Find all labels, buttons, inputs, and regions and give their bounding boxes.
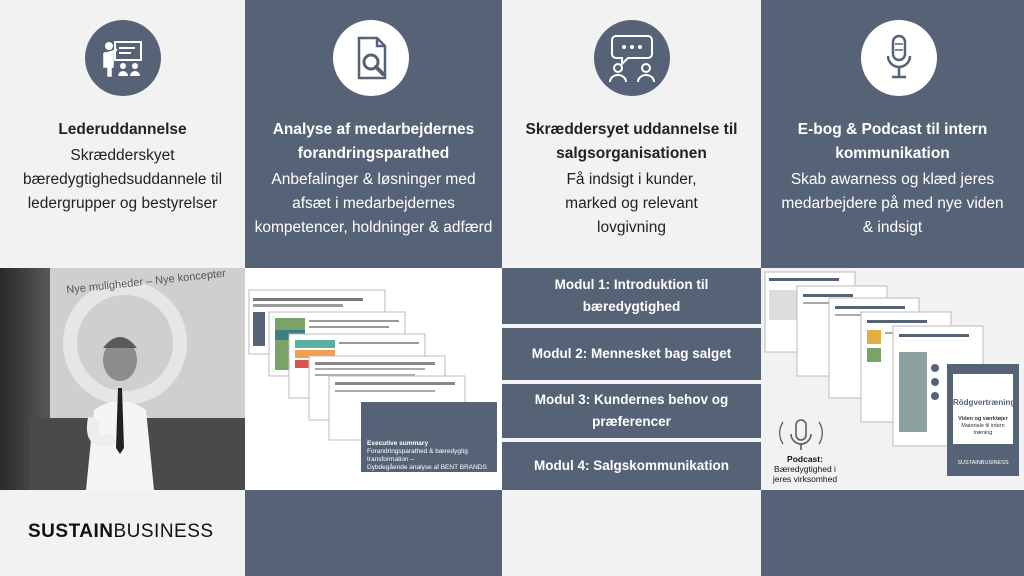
- module-2: Modul 2: Mennesket bag salget: [502, 328, 761, 380]
- module-4: Modul 4: Salgskommunikation: [502, 442, 761, 490]
- document-search-icon: [333, 20, 409, 96]
- presentation-icon: [85, 20, 161, 96]
- ebook-pages-image: [761, 268, 1024, 490]
- report-pages-image: [245, 268, 502, 490]
- module-3: Modul 3: Kundernes behov og præferencer: [502, 384, 761, 438]
- executive-summary: Executive summary Forandringsparathed & bæredygtig transformation – Dybdegående analyse af BENT BRANDS medarbejdere: [367, 440, 487, 479]
- column-description: Skrædderskyet bæredygtighedsuddannele til ledergrupper og bestyrelser: [22, 147, 223, 212]
- column-description: Skab awarness og klæd jeres medarbejdere på med nye viden & indsigt: [781, 171, 1004, 236]
- column-title: Lederuddannelse: [58, 121, 187, 138]
- microphone-icon: [861, 20, 937, 96]
- column-ebook-podcast: [761, 0, 1024, 576]
- discussion-icon: [594, 20, 670, 96]
- column-description: Anbefalinger & løsninger med afsæt i medarbejdernes kompetencer, holdninger & adfærd: [254, 171, 493, 236]
- column-analysis: [245, 0, 502, 576]
- ebook-cover-brand: SUSTAINBUSINESS: [957, 460, 1009, 466]
- presenter-photo: [0, 268, 245, 490]
- ebook-cover-subtitle: Viden og værktøjer Materiale til intern træning: [958, 416, 1008, 436]
- module-1: Modul 1: Introduktion til bæredygtighed: [502, 268, 761, 324]
- sustainbusiness-logo: SUSTAINBUSINESS: [28, 521, 214, 542]
- column-title: E-bog & Podcast til intern kommunikation: [797, 121, 988, 162]
- slide-text: Nye muligheder – Nye koncepter: [65, 268, 227, 297]
- podcast-label: Podcast: Bæredygtighed i jeres virksomhed: [772, 454, 838, 484]
- column-description: Få indsigt i kunder, marked og relevant lovgivning: [565, 171, 698, 236]
- column-title: Skræddersyet uddannelse til salgsorganisationen: [525, 121, 738, 162]
- ebook-cover-title: Rödgvertræning: [953, 398, 1016, 407]
- column-title: Analyse af medarbejdernes forandringsparathed: [272, 121, 475, 162]
- column-sales-training: [502, 0, 761, 576]
- column-leadership: [0, 0, 245, 576]
